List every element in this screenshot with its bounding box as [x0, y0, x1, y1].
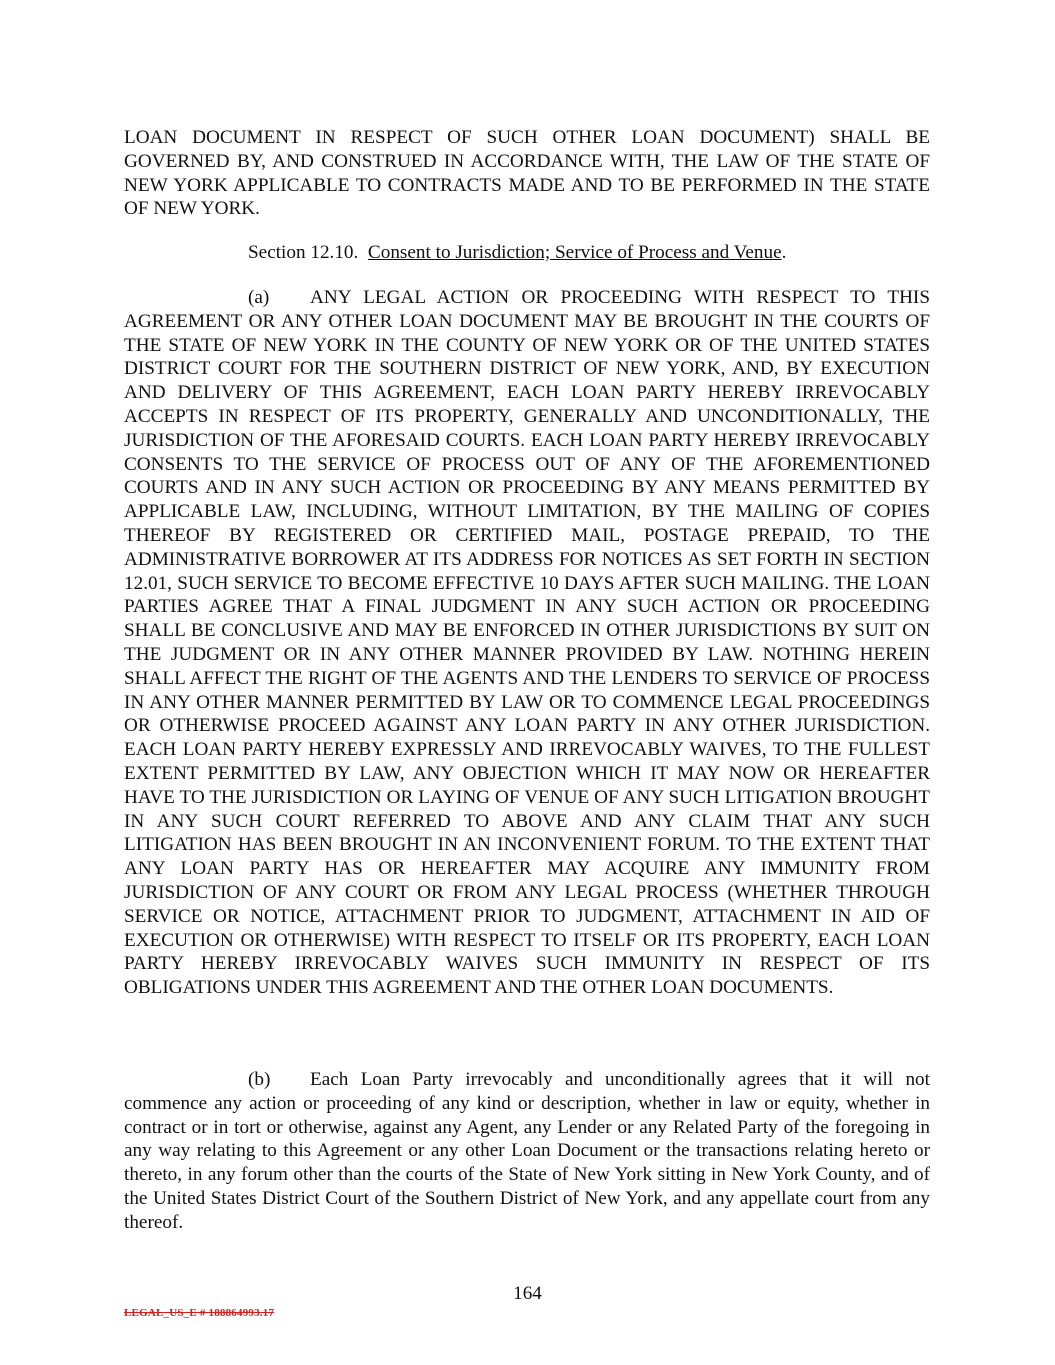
- paragraph-a-text: ANY LEGAL ACTION OR PROCEEDING WITH RESPECT TO THIS AGREEMENT OR ANY OTHER LOAN DOCUMENT MAY BE BROUGHT IN THE COURTS OF THE STATE OF NEW YORK IN THE COUNTY OF NEW YORK OR OF THE UNITED STATES DISTRICT COURT FOR THE SOUTHERN DISTRICT OF NEW YORK, AND, BY EXECUTION AND DELIVERY OF THIS AGREEMENT, EACH LOAN PARTY HEREBY IRREVOCABLY ACCEPTS IN RESPECT OF ITS PROPERTY, GENERALLY AND UNCONDITIONALLY, THE JURISDICTION OF THE AFORESAID COURTS. EACH LOAN PARTY HEREBY IRREVOCABLY CONSENTS TO THE SERVICE OF PROCESS OUT OF ANY OF THE AFOREMENTIONED COURTS AND IN ANY SUCH ACTION OR PROCEEDING BY ANY MEANS PERMITTED BY APPLICABLE LAW, INCLUDING, WITHOUT LIMITATION, BY THE MAILING OF COPIES THEREOF BY REGISTERED OR CERTIFIED MAIL, POSTAGE PREPAID, TO THE ADMINISTRATIVE BORROWER AT ITS ADDRESS FOR NOTICES AS SET FORTH IN SECTION 12.01, SUCH SERVICE TO BECOME EFFECTIVE 10 DAYS AFTER SUCH MAILING. THE LOAN PARTIES AGREE THAT A FINAL JUDGMENT IN ANY SUCH ACTION OR PROCEEDING SHALL BE CONCLUSIVE AND MAY BE ENFORCED IN OTHER JURISDICTIONS BY SUIT ON THE JUDGMENT OR IN ANY OTHER MANNER PROVIDED BY LAW. NOTHING HEREIN SHALL AFFECT THE RIGHT OF THE AGENTS AND THE LENDERS TO SERVICE OF PROCESS IN ANY OTHER MANNER PERMITTED BY LAW OR TO COMMENCE LEGAL PROCEEDINGS OR OTHERWISE PROCEED AGAINST ANY LOAN PARTY IN ANY OTHER JURISDICTION. EACH LOAN PARTY HEREBY EXPRESSLY AND IRREVOCABLY WAIVES, TO THE FULLEST EXTENT PERMITTED BY LAW, ANY OBJECTION WHICH IT MAY NOW OR HEREAFTER HAVE TO THE JURISDICTION OR LAYING OF VENUE OF ANY SUCH LITIGATION BROUGHT IN ANY SUCH COURT REFERRED TO ABOVE AND ANY CLAIM THAT ANY SUCH LITIGATION HAS BEEN BROUGHT IN AN INCONVENIENT FORUM. TO THE EXTENT THAT ANY LOAN PARTY HAS OR HEREAFTER MAY ACQUIRE ANY IMMUNITY FROM JURISDICTION OF ANY COURT OR FROM ANY LEGAL PROCESS (WHETHER THROUGH SERVICE OR NOTICE, ATTACHMENT PRIOR TO JUDGMENT, ATTACHMENT IN AID OF EXECUTION OR OTHERWISE) WITH RESPECT TO ITSELF OR ITS PROPERTY, EACH LOAN PARTY HEREBY IRREVOCABLY WAIVES SUCH IMMUNITY IN RESPECT OF ITS OBLIGATIONS UNDER THIS AGREEMENT AND THE OTHER LOAN DOCUMENTS.: [124, 287, 930, 999]
- paragraph-b: [124, 1068, 930, 1235]
- paragraph-a: [124, 286, 930, 1000]
- page-number: 164: [513, 1283, 542, 1304]
- section-number: Section 12.10.: [248, 242, 359, 263]
- paragraph-a-marker: (a): [248, 287, 270, 308]
- section-heading: [248, 241, 786, 265]
- section-title: Consent to Jurisdiction; Service of Process and Venue: [367, 242, 782, 263]
- paragraph-b-text: Each Loan Party irrevocably and unconditionally agrees that it will not commence any action or proceeding of any kind or description, whether in law or equity, whether in contract or in tort or otherwise, against any Agent, any Lender or any Related Party of the foregoing in any way relating to this Agreement or any other Loan Document or the transactions relating hereto or thereto, in any forum other than the courts of the State of New York sitting in New York County, and of the United States District Court of the Southern District of New York, and any appellate court from any thereof.: [124, 1069, 930, 1233]
- paragraph-b-marker: (b): [248, 1069, 271, 1090]
- section-title-period: .: [781, 242, 787, 263]
- document-id: LEGAL_US_E # 188864993.17: [124, 1307, 275, 1319]
- continuation-paragraph: LOAN DOCUMENT IN RESPECT OF SUCH OTHER LOAN DOCUMENT) SHALL BE GOVERNED BY, AND CONSTRUED IN ACCORDANCE WITH, THE LAW OF THE STATE OF NEW YORK APPLICABLE TO CONTRACTS MADE AND TO BE PERFORMED IN THE STATE OF NEW YORK.: [124, 127, 930, 220]
